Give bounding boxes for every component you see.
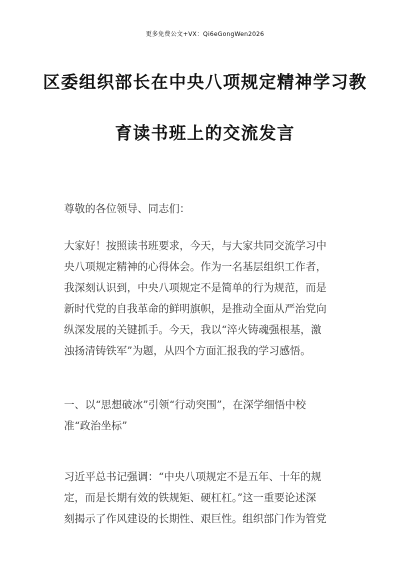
section-heading-line: 一、以“思想破冰”引领“行动突围”，在深学细悟中校 [64,399,306,411]
paragraph-opening [64,236,356,362]
section-heading-1 [64,395,356,437]
greeting: 尊敬的各位领导、同志们： [64,203,190,215]
header-note: 更多免费公文+VX：Qi6eGongWen2026 [145,31,265,38]
paragraph-line: 我深刻认识到，中央八项规定不是简单的行为规范，而是 [64,282,327,294]
section-heading-line: 准“政治坐标” [64,420,128,432]
paragraph-line: 纵深发展的关键抓手。今天，我以“淬火铸魂强根基，激 [64,324,322,336]
paragraph-line: 央八项规定精神的心得体会。作为一名基层组织工作者， [64,261,327,273]
paragraph-line: 新时代党的自我革命的鲜明旗帜，是推动全面从严治党向 [64,303,327,315]
paragraph-line: 大家好！按照读书班要求，今天，与大家共同交流学习中 [64,240,327,252]
paragraph-quote [64,467,356,530]
paragraph-line: 刻揭示了作风建设的长期性、艰巨性。组织部门作为管党 [64,513,327,525]
paragraph-line: 定，而是长期有效的铁规矩、硬杠杠。”这一重要论述深 [64,492,317,504]
document-title-line-1: 区委组织部长在中央八项规定精神学习教 [43,73,367,93]
document-title-line-2: 育读书班上的交流发言 [115,124,295,144]
paragraph-line: 浊扬清铸铁军”为题，从四个方面汇报我的学习感悟。 [64,345,311,357]
paragraph-line: 习近平总书记强调：“中央八项规定不是五年、十年的规 [64,471,322,483]
